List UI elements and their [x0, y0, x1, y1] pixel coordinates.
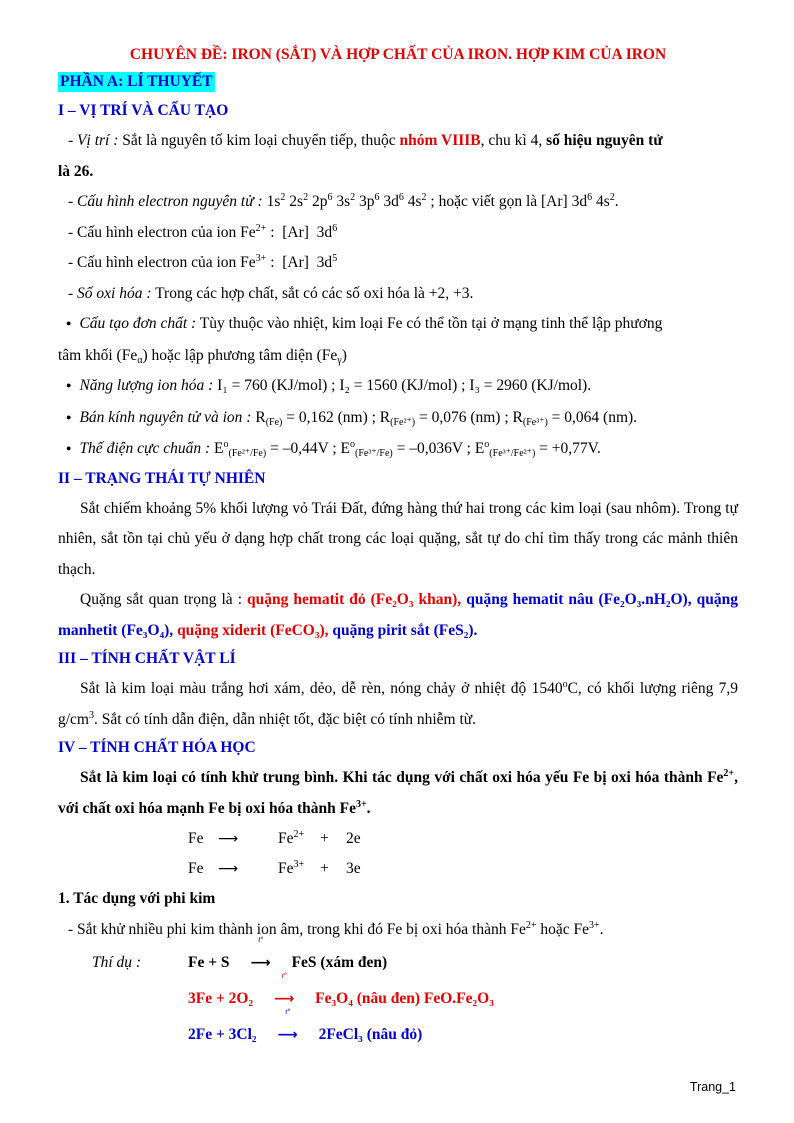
equation-fe2: Fe ⟶ $Fe^{2+}$ + 2e — [188, 829, 361, 847]
chemical-paragraph: Sắt là kim loại có tính khử trung bình. Khi tác dụng với chất oxi hóa yếu Fe bị oxi hóa thành $Fe^{2+}$, với chất oxi hóa mạnh Fe bị oxi hóa thành $Fe^{3+}$. — [58, 768, 738, 817]
structure-bullet: ● Cấu tạo đơn chất : Tùy thuộc vào nhiệt, kim loại Fe có thể tồn tại ở mạng tinh thể lập phương — [58, 309, 738, 341]
section-3-heading: III – TÍNH CHẤT VẬT LÍ — [58, 650, 236, 667]
potential-bullet: ● Thế điện cực chuẩn : $E^o_{(Fe^{2+}/Fe)} = -0,44V$ ; $E^o_{(Fe^{3+}/Fe)} = -0,036V$ ; $E^o_{(Fe^{3+}/Fe^{2+})} = +0,77V$. — [58, 434, 738, 466]
section-2-heading: II – TRẠNG THÁI TỰ NHIÊN — [58, 469, 266, 487]
section-4-heading: IV – TÍNH CHẤT HÓA HỌC — [58, 739, 256, 756]
structure-bullet-cont: tâm khối $(Fe_\alpha)$ hoặc lập phương tâm diện $(Fe_\gamma)$ — [58, 346, 347, 366]
oxidation-states: - Số oxi hóa : Trong các hợp chất, sắt có các số oxi hóa là +2, +3. — [68, 284, 474, 302]
document-page — [58, 44, 738, 1053]
fe3-config: - Cấu hình electron của ion $Fe^{3+}$ : [Ar] $3d^5$ — [68, 253, 338, 271]
section-1-heading: I – VỊ TRÍ VÀ CẤU TẠO — [58, 102, 229, 119]
subsection-1-heading: 1. Tác dụng với phi kim — [58, 890, 216, 907]
reaction-fe-cl2: 2Fe + 3Cl₂ tº ⟶ 2FeCl₃ (nâu đỏ) — [188, 1007, 423, 1043]
position-paragraph-cont: là 26. — [58, 162, 94, 180]
part-a-heading: PHẦN A: LÍ THUYẾT — [60, 73, 213, 90]
ionization-bullet: ● Năng lượng ion hóa : I₁ = 760 (KJ/mol) ; I₂ = 1560 (KJ/mol) ; I₃ = 2960 (KJ/mol). — [58, 371, 738, 403]
page-number: Trang_1 — [689, 1080, 736, 1094]
nonmetal-paragraph: - Sắt khử nhiều phi kim thành ion âm, trong khi đó Fe bị oxi hóa thành $Fe^{2+}$ hoặc $Fe^{3+}$. — [68, 919, 604, 938]
ore-paragraph: Quặng sắt quan trọng là : quặng hematit đỏ (Fe₂O₃ khan), quặng hematit nâu (Fe₂O₃.nH₂O), quặng manhetit (Fe₃O₄), quặng xiderit (FeCO₃), quặng pirit sắt (FeS₂). — [58, 591, 738, 639]
position-paragraph: - Vị trí : Sắt là nguyên tố kim loại chuyển tiếp, thuộc nhóm VIIIB, chu kì 4, số hiệu nguyên tử — [68, 132, 663, 149]
equation-fe3: Fe ⟶ $Fe^{3+}$ + 3e — [188, 859, 361, 877]
fe2-config: - Cấu hình electron của ion $Fe^{2+}$ : [Ar] $3d^6$ — [68, 222, 338, 241]
radius-bullet: ● Bán kính nguyên tử và ion : $R_{(Fe)} = 0,162$ (nm) ; $R_{(Fe^{2+})} = 0,076$ (nm) ; $R_{(Fe^{3+})} = 0,064$ (nm). — [58, 403, 738, 435]
reaction-fe-o2: 3Fe + 2O₂ tº ⟶ Fe₃O₄ (nâu đen) FeO.Fe₂O₃ — [188, 971, 494, 1007]
electron-config: - Cấu hình electron nguyên tử : $1s^2$ $2s^2$ $2p^6$ $3s^2$ $3p^6$ $3d^6$ $4s^2$ ; hoặc viết gọn là [Ar] $3d^6$ $4s^2$. — [68, 192, 619, 210]
nature-paragraph: Sắt chiếm khoảng 5% khối lượng vỏ Trái Đất, đứng hàng thứ hai trong các kim loại (sau nhôm). Trong tự nhiên, sắt tồn tại chủ yếu ở dạng hợp chất trong các loại quặng, sắt tự do chỉ tìm thấy trong các mảnh thiên thạch. — [58, 499, 738, 578]
reaction-fe-s: Thí dụ : Fe + S tº ⟶ FeS (xám đen) — [92, 935, 388, 971]
physical-paragraph: Sắt là kim loại màu trắng hơi xám, dẻo, dễ rèn, nóng chảy ở nhiệt độ 1540$^o$C, có khối lượng riêng 7,9 $g/cm^3$. Sắt có tính dẫn điện, dẫn nhiệt tốt, đặc biệt có tính nhiễm từ. — [58, 679, 738, 728]
document-title: CHUYÊN ĐỀ: IRON (SẮT) VÀ HỢP CHẤT CỦA IRON. HỢP KIM CỦA IRON — [129, 46, 667, 63]
